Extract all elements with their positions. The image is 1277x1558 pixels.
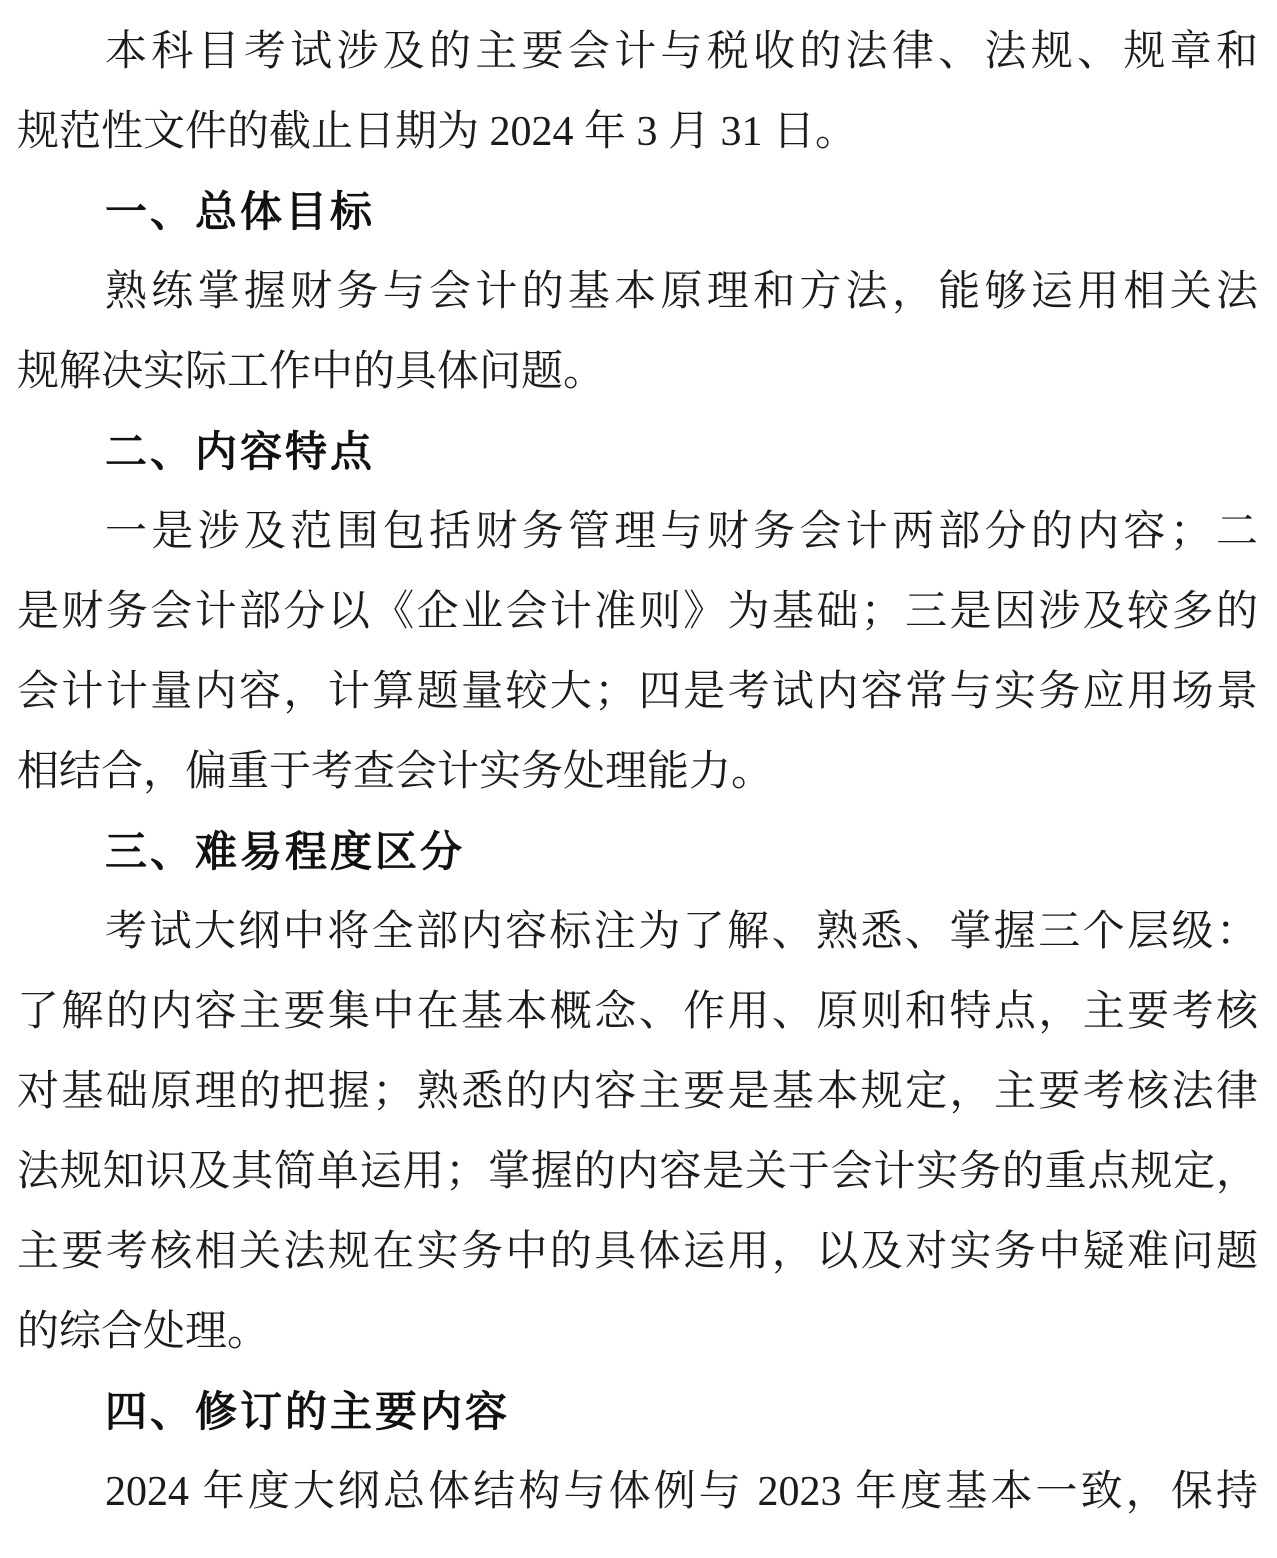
body-line: 规范性文件的截止日期为 2024 年 3 月 31 日。 [17, 109, 858, 155]
section-heading-1: 一、总体目标 [105, 188, 376, 235]
body-line: 考试大纲中将全部内容标注为了解、熟悉、掌握三个层级： [105, 909, 1258, 955]
section-heading-3: 三、难易程度区分 [105, 828, 466, 875]
body-line: 是财务会计部分以《企业会计准则》为基础；三是因涉及较多的 [17, 589, 1258, 635]
body-line: 本科目考试涉及的主要会计与税收的法律、法规、规章和 [105, 29, 1258, 75]
body-line: 对基础原理的把握；熟悉的内容主要是基本规定，主要考核法律 [17, 1069, 1258, 1115]
body-line: 熟练掌握财务与会计的基本原理和方法，能够运用相关法 [105, 269, 1258, 315]
body-line: 法规知识及其简单运用；掌握的内容是关于会计实务的重点规定， [17, 1149, 1258, 1195]
body-line: 相结合，偏重于考查会计实务处理能力。 [17, 749, 774, 795]
section-heading-2: 二、内容特点 [105, 428, 376, 475]
body-line: 会计计量内容，计算题量较大；四是考试内容常与实务应用场景 [17, 669, 1258, 715]
body-line: 了解的内容主要集中在基本概念、作用、原则和特点，主要考核 [17, 989, 1258, 1035]
body-line: 主要考核相关法规在实务中的具体运用，以及对实务中疑难问题 [17, 1229, 1258, 1275]
body-line: 的综合处理。 [17, 1309, 270, 1355]
section-heading-4: 四、修订的主要内容 [105, 1388, 511, 1435]
body-line: 2024 年度大纲总体结构与体例与 2023 年度基本一致，保持 [105, 1469, 1258, 1515]
body-line: 一是涉及范围包括财务管理与财务会计两部分的内容；二 [105, 509, 1258, 555]
body-line: 规解决实际工作中的具体问题。 [17, 349, 606, 395]
